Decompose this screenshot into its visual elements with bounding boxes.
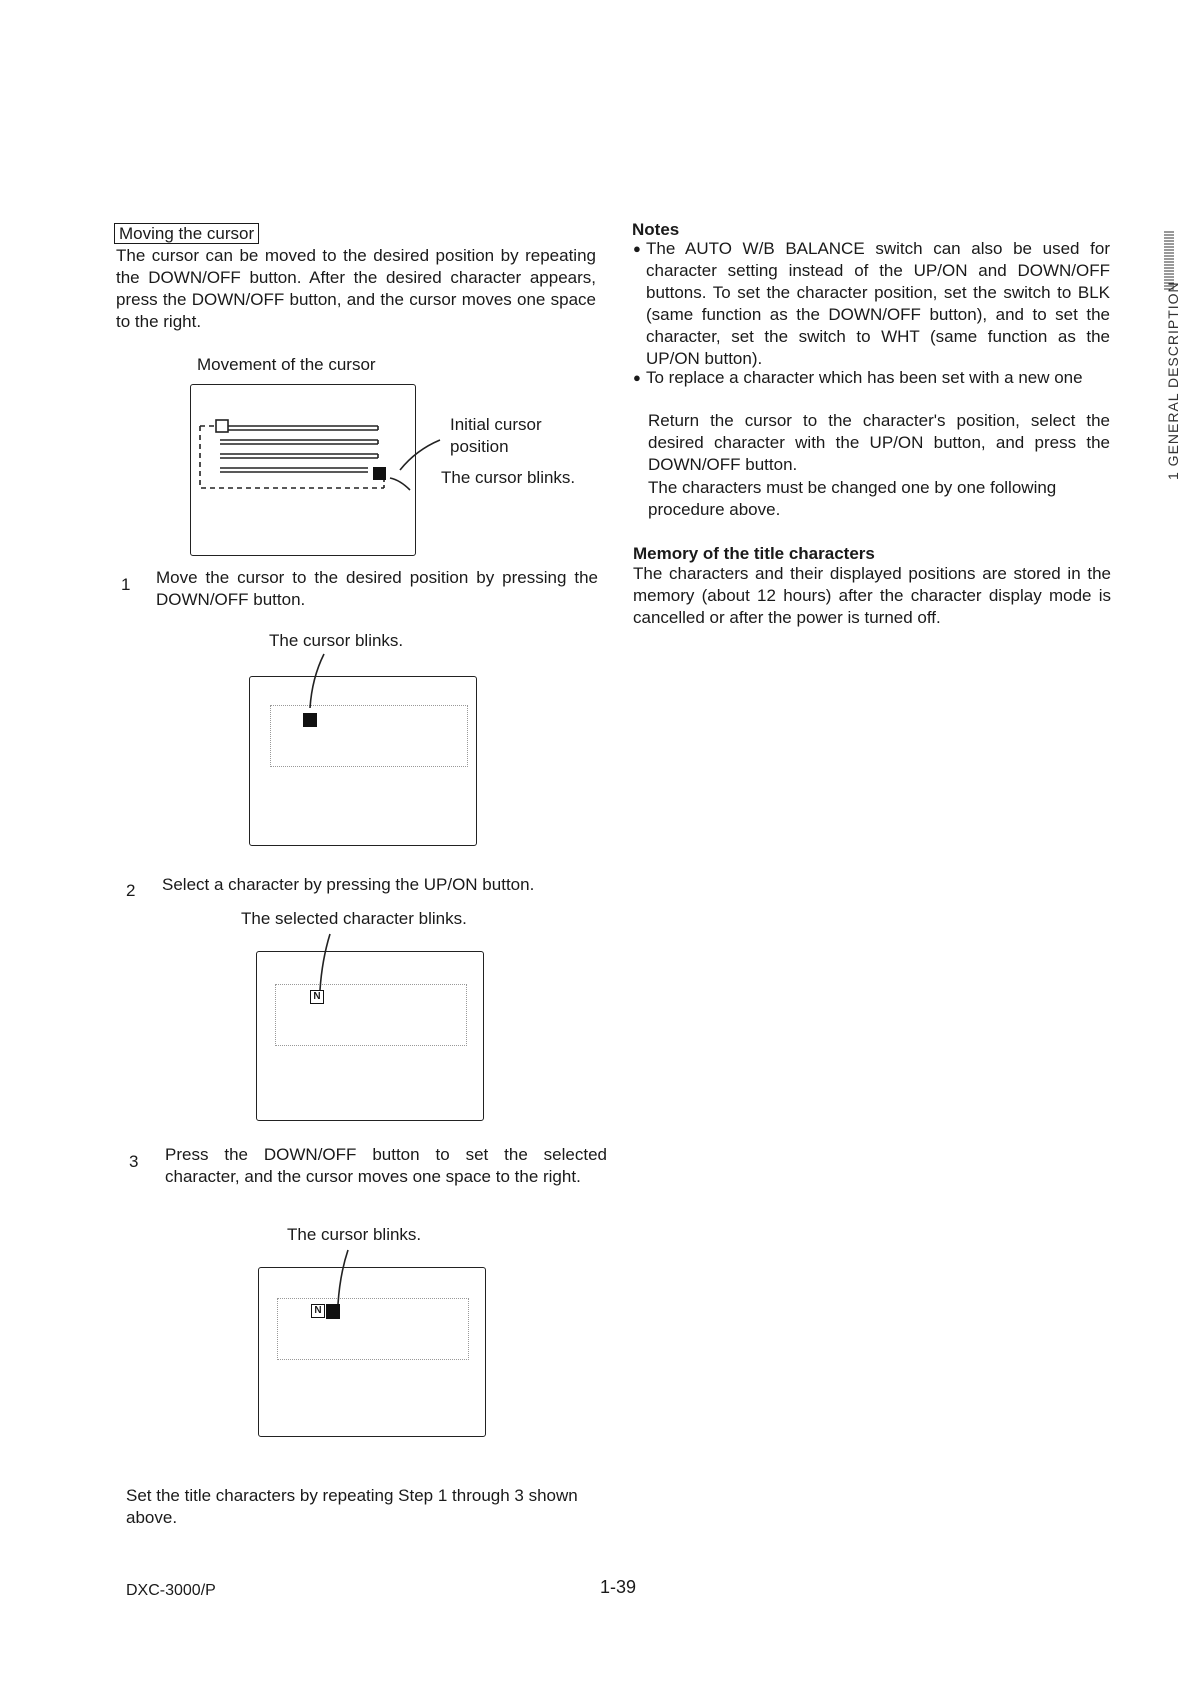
step-1-fig-label: The cursor blinks. [269,631,404,650]
step-1-title-area [270,705,468,767]
memory-paragraph: The characters and their displayed positions are stored in the memory (about 12 hours) after the character display mode is cancelled or after the power is turned off. [633,564,1111,627]
side-tab-marks [1162,230,1176,300]
step-2-leader [312,932,342,994]
step-3-screen [258,1267,486,1437]
fig1-label-blinks: The cursor blinks. [441,468,576,487]
step-2-fig-label: The selected character blinks. [241,909,467,928]
step-3-text: Press the DOWN/OFF button to set the selected character, and the cursor moves one space to the right. [165,1145,607,1186]
step-2-number: 2 [126,881,136,900]
step-1-cursor [303,713,317,727]
step-1-leader [300,652,330,712]
step-3-leader [330,1248,360,1308]
step-1-number: 1 [121,575,131,594]
footer-page-number: 1-39 [600,1577,637,1597]
fig1-caption: Movement of the cursor [197,355,376,374]
step-3-title-area [277,1298,469,1360]
memory-heading: Memory of the title characters [633,544,875,563]
step-3-fig-label: The cursor blinks. [287,1225,422,1244]
step-2-text: Select a character by pressing the UP/ON button. [162,875,535,894]
closing-paragraph: Set the title characters by repeating Step 1 through 3 shown above. [126,1486,578,1527]
footer-model: DXC-3000/P [126,1582,216,1599]
side-tab-label: 1 GENERAL DESCRIPTION [1165,281,1181,480]
step-2-title-area [275,984,467,1046]
notes-heading: Notes [632,220,680,239]
note-2-title: ● To replace a character which has been set with a new one [646,367,1110,389]
note-2-body-2: The characters must be changed one by one following procedure above. [648,478,1057,519]
section-heading-moving-cursor: Moving the cursor [114,224,259,244]
step-2-selected-char: N [310,990,324,1004]
fig1-label-initial-1: Initial cursor [450,415,542,434]
step-3-set-char: N [311,1304,325,1318]
note-1: ● The AUTO W/B BALANCE switch can also be used for character setting instead of the UP/ON and DOWN/OFF buttons. To set the character position, set the switch to BLK (same function as the DOWN/OFF button), and to set the character, set the switch to WHT (same function as the UP/ON button). [646,238,1110,370]
intro-paragraph: The cursor can be moved to the desired position by repeating the DOWN/OFF button. After the desired character appears, press the DOWN/OFF button, and the cursor moves one space to the right. [116,246,596,331]
fig1-label-initial-2: position [450,437,509,456]
note-2-body-1: Return the cursor to the character's position, select the desired character with the UP/ON button, and press the DOWN/OFF button. [648,411,1110,474]
step-1-text: Move the cursor to the desired position by pressing the DOWN/OFF button. [156,568,598,609]
step-2-screen [256,951,484,1121]
step-1-screen [249,676,477,846]
step-3-number: 3 [129,1152,139,1171]
